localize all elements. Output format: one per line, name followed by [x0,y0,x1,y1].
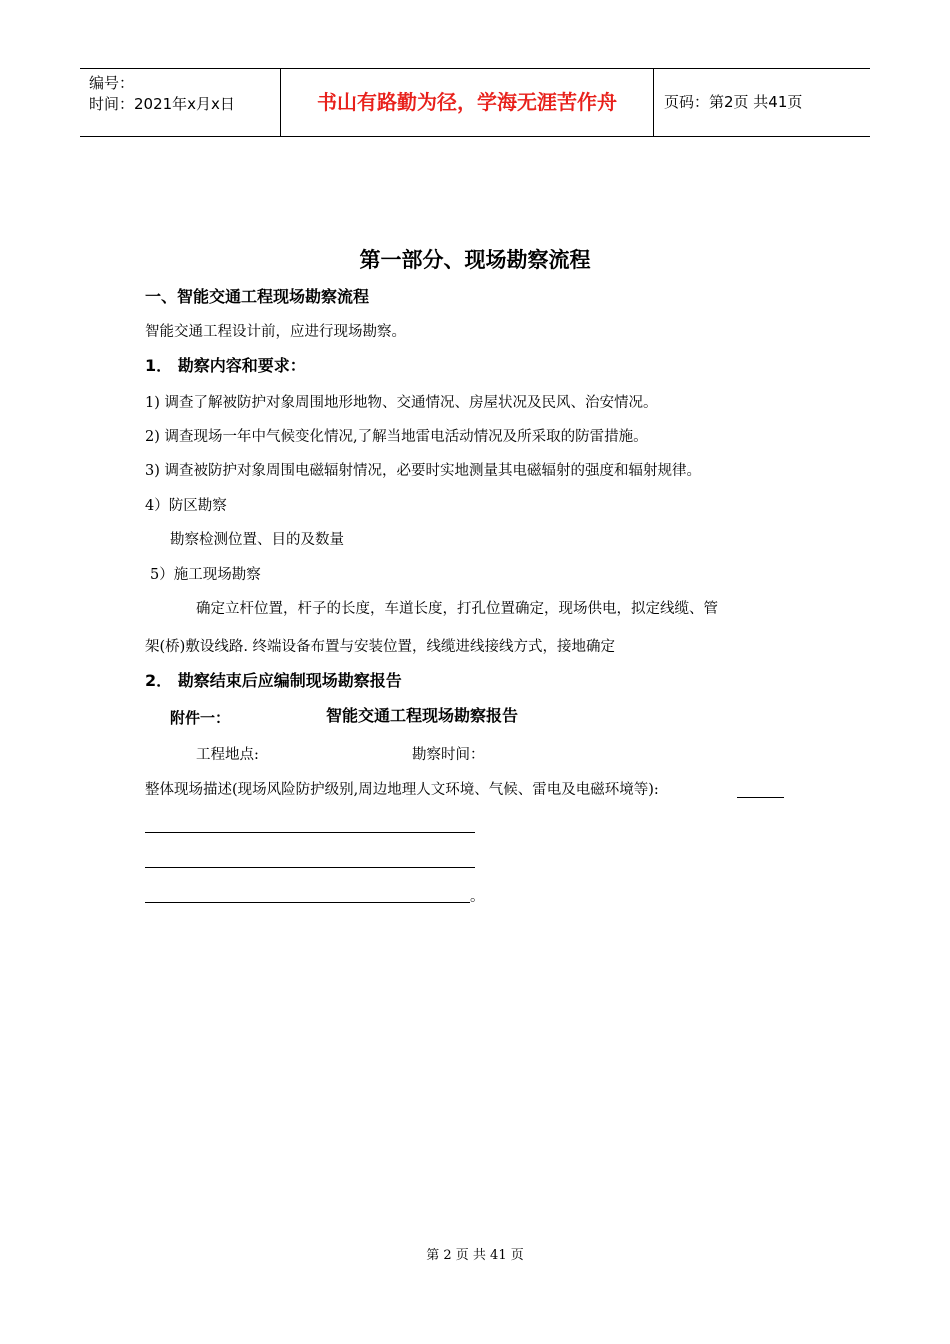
page-footer: 第 2 页 共 41 页 [426,1248,524,1263]
list-item: 5）施工现场勘察 [150,567,261,583]
description-line[interactable] [145,902,470,903]
header-motto: 书山有路勤为径，学海无涯苦作舟 [281,69,654,136]
item5-line2: 架(桥)敷设线路. 终端设备布置与安装位置，线缆进线接线方式，接地确定 [145,639,616,655]
page-title: 第一部分、现场勘察流程 [359,248,591,272]
section1-heading: 一、智能交通工程现场勘察流程 [145,287,370,306]
attachment-label: 附件一： [170,709,231,727]
description-label: 整体现场描述(现场风险防护级别,周边地理人文环境、气候、雷电及电磁环境等): [145,782,659,798]
list-item: 2) 调查现场一年中气候变化情况,了解当地雷电活动情况及所采取的防雷措施。 [145,429,648,445]
intro-text: 智能交通工程设计前，应进行现场勘察。 [145,324,406,340]
site-label: 工程地点: [196,747,259,763]
list-item: 3) 调查被防护对象周围电磁辐射情况，必要时实地测量其电磁辐射的强度和辐射规律。 [145,463,701,479]
time-label: 时间：2021年x月x日 [89,95,235,113]
description-line[interactable] [145,832,475,833]
end-mark: 。 [470,889,485,905]
header-page-label: 页码：第2页 共41页 [664,93,803,111]
number-label: 编号： [89,74,135,92]
header-info-cell [80,69,281,136]
list-item: 4）防区勘察 [145,498,227,514]
description-underline[interactable] [737,797,784,798]
description-line[interactable] [145,867,475,868]
header-table [80,68,870,137]
item5-line1: 确定立杆位置，杆子的长度，车道长度，打孔位置确定，现场供电，拟定线缆、管 [196,601,718,617]
attachment-title: 智能交通工程现场勘察报告 [326,706,519,725]
item4-detail: 勘察检测位置、目的及数量 [170,532,344,548]
list-item: 1) 调查了解被防护对象周围地形地物、交通情况、房屋状况及民风、治安情况。 [145,395,658,411]
survey-time-label: 勘察时间： [412,747,485,763]
sub2-heading: 2． 勘察结束后应编制现场勘察报告 [145,671,402,690]
sub1-heading: 1． 勘察内容和要求： [145,356,306,375]
